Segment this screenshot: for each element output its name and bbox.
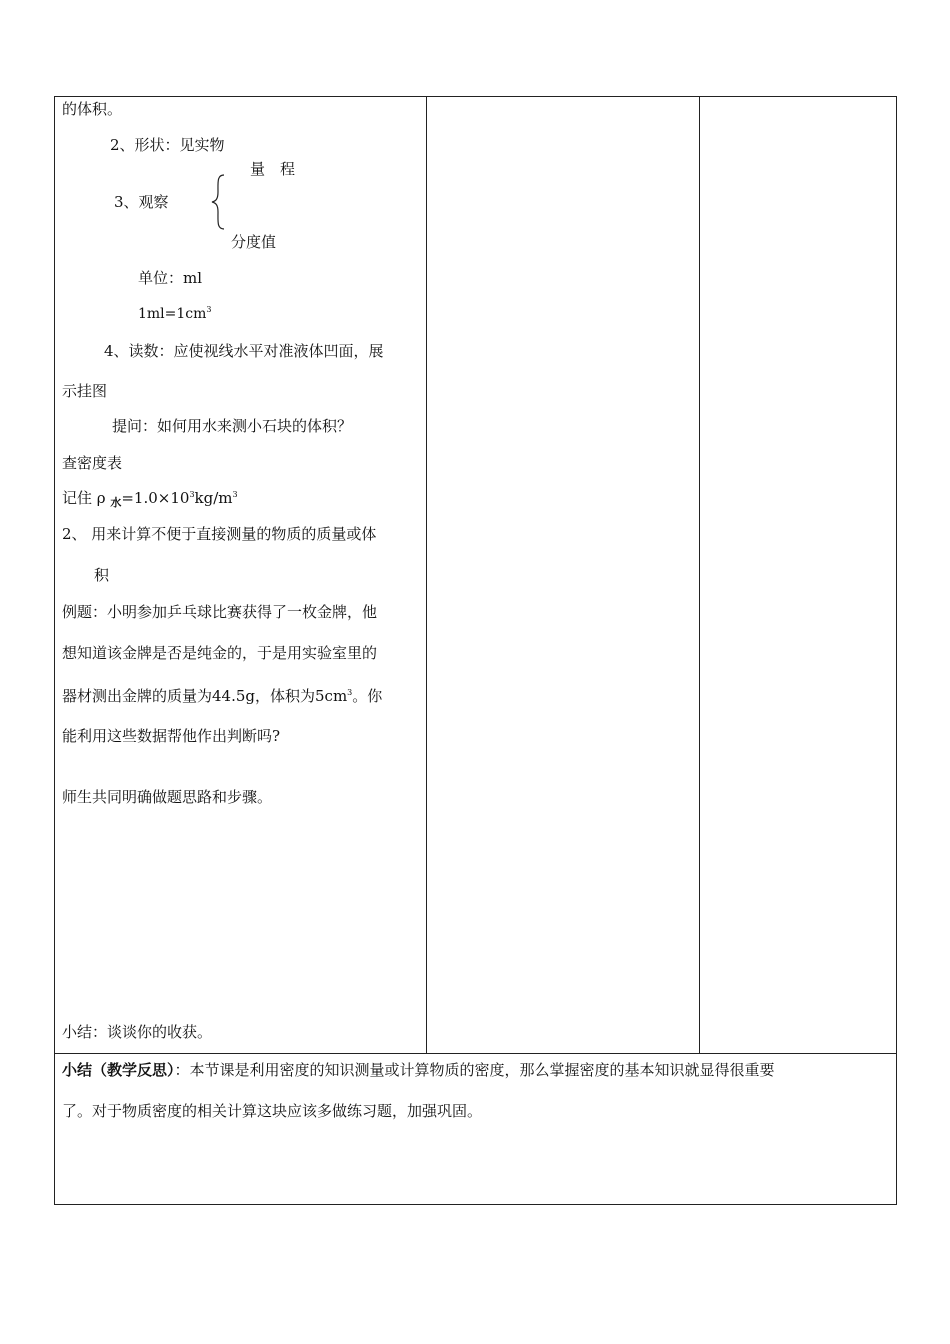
- text-unit-equation: $1ml=1cm^3$: [138, 305, 212, 322]
- text-summary: 小结：谈谈你的收获。: [62, 1023, 213, 1041]
- item-reading: 4、读数：应使视线水平对准液体凹面，展: [104, 342, 384, 360]
- text-density-table: 查密度表: [62, 454, 123, 472]
- example-line-3: 器材测出金牌的质量为44.5g，体积为$5cm^3$。你: [62, 687, 383, 705]
- item-observe: 3、观察: [114, 193, 169, 211]
- item-calculate: 2、 用来计算不便于直接测量的物质的质量或体: [62, 525, 377, 543]
- reflection-label: 小结（教学反思）: [62, 1061, 175, 1079]
- text-volume-end: 的体积。: [62, 100, 123, 118]
- text-remember-density: 记住 ρ $_水=1.0\times 10^3kg/m^3$: [62, 489, 238, 509]
- text-unit: 单位：ml: [138, 269, 203, 287]
- example-line-1: 例题：小明参加乒乓球比赛获得了一枚金牌，他: [62, 603, 378, 621]
- example-line-2: 想知道该金牌是否是纯金的，于是用实验室里的: [62, 644, 378, 662]
- text-question: 提问：如何用水来测小石块的体积？: [112, 417, 353, 435]
- reflection-line-2: 了。对于物质密度的相关计算这块应该多做练习题，加强巩固。: [62, 1102, 483, 1120]
- example-line-4: 能利用这些数据帮他作出判断吗?: [62, 727, 281, 745]
- column-divider-2: [699, 96, 700, 1053]
- text-steps: 师生共同明确做题思路和步骤。: [62, 788, 273, 806]
- reflection-line-1: 小结（教学反思）：本节课是利用密度的知识测量或计算物质的密度，那么掌握密度的基本知识就显得很重要: [62, 1061, 775, 1079]
- column-divider-1: [426, 96, 427, 1053]
- item-calculate-cont: 积: [94, 566, 110, 584]
- item-reading-cont: 示挂图: [62, 382, 108, 400]
- label-division-value: 分度值: [231, 233, 277, 251]
- row-divider: [54, 1053, 896, 1054]
- label-range: 量 程: [250, 160, 296, 178]
- item-shape: 2、形状：见实物: [110, 136, 225, 154]
- brace-icon: [210, 174, 228, 230]
